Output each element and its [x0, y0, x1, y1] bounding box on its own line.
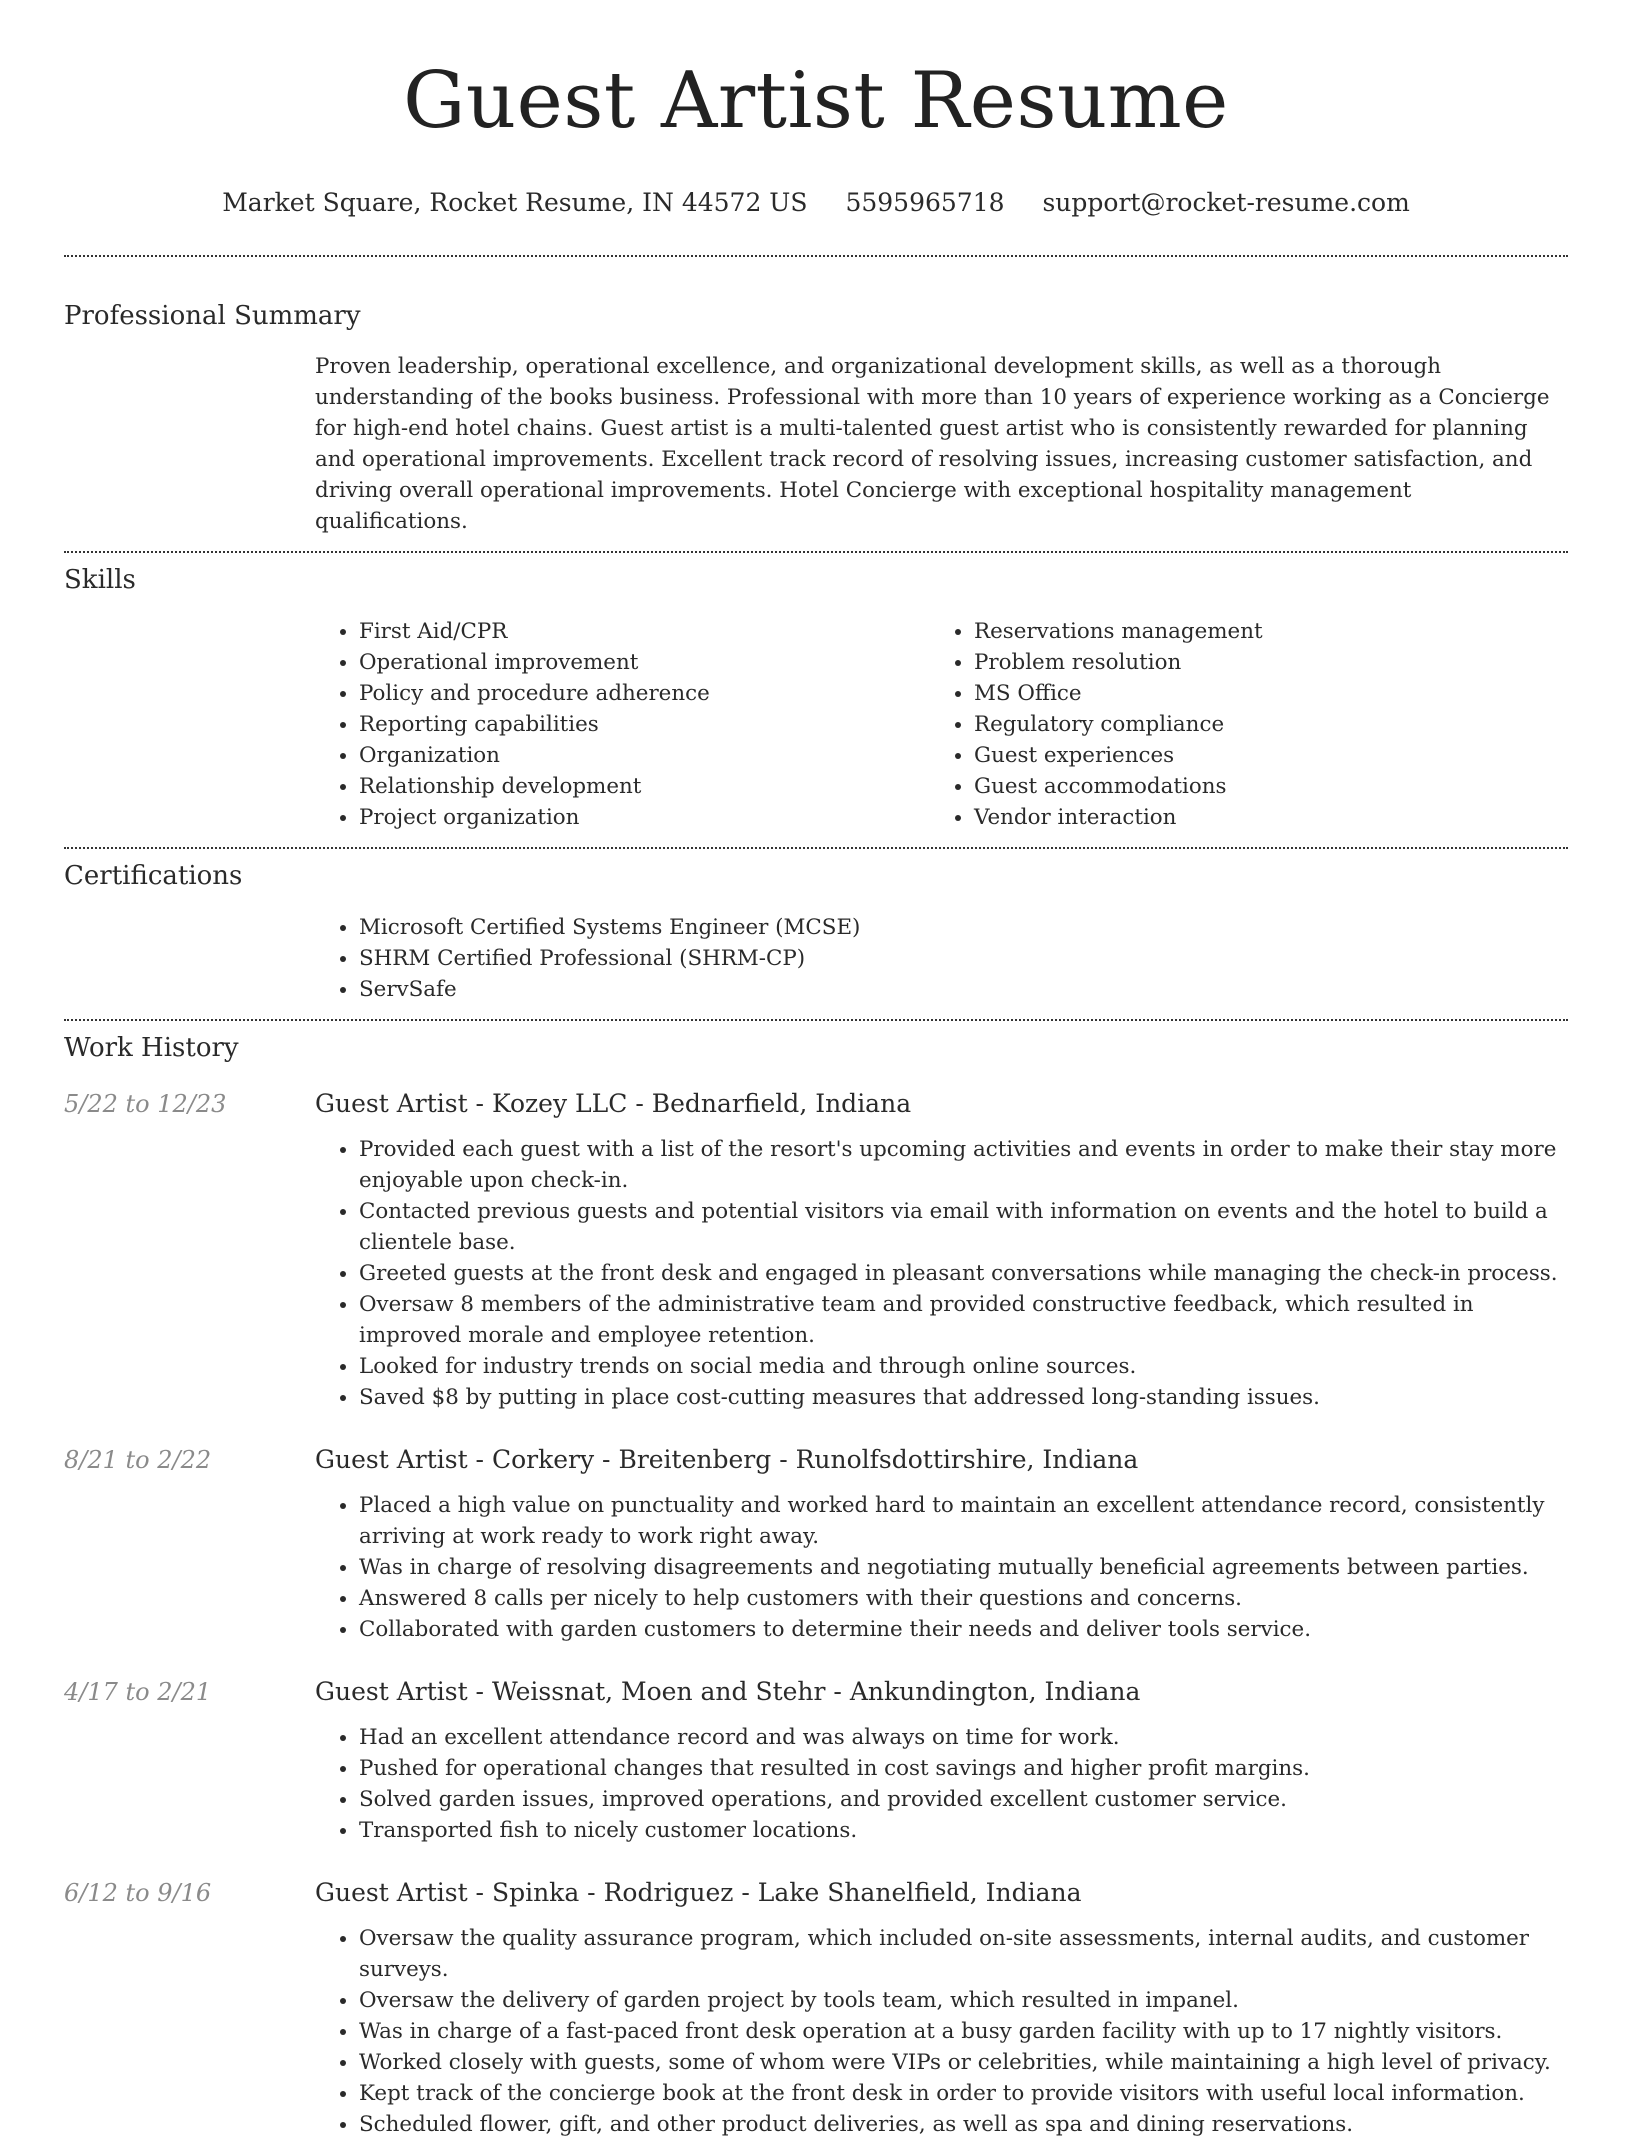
skill-item: • Relationship development [359, 771, 930, 802]
skill-item: • Problem resolution [974, 647, 1545, 678]
job-header [64, 1876, 1568, 1910]
job-bullet: • Scheduled flower, gift, and other product deliveries, as well as spa and dining reservations. [359, 2109, 1568, 2140]
skill-item: • Policy and procedure adherence [359, 678, 930, 709]
resume-page [64, 0, 1568, 2140]
skill-item: • Project organization [359, 802, 930, 833]
contact-email: support@rocket-resume.com [1042, 188, 1410, 217]
job-bullet-list [315, 1490, 1568, 1645]
job-entry [64, 1675, 1568, 1846]
job-bullet: • Oversaw the delivery of garden project by tools team, which resulted in impanel. [359, 1985, 1568, 2016]
job-dates: 8/21 to 2/22 [64, 1446, 212, 1474]
job-bullet: • Contacted previous guests and potential visitors via email with information on events and the hotel to build a clientele base. [359, 1196, 1568, 1258]
work-history-section [64, 1031, 1568, 2140]
job-bullet-list [315, 1722, 1568, 1846]
job-dates: 5/22 to 12/23 [64, 1090, 227, 1118]
job-bullet: • Kept track of the concierge book at the front desk in order to provide visitors with useful local information. [359, 2078, 1568, 2109]
certification-item: • Microsoft Certified Systems Engineer (MCSE) [359, 912, 1568, 943]
certification-item: • SHRM Certified Professional (SHRM-CP) [359, 943, 1568, 974]
job-bullet: • Saved $8 by putting in place cost-cutting measures that addressed long-standing issues. [359, 1382, 1568, 1413]
job-bullet: • Was in charge of resolving disagreements and negotiating mutually beneficial agreements between parties. [359, 1552, 1568, 1583]
skill-item: • Operational improvement [359, 647, 930, 678]
job-bullets [315, 1134, 1568, 1413]
skill-item: • Organization [359, 740, 930, 771]
job-bullet: • Oversaw the quality assurance program, which included on-site assessments, internal audits, and customer surveys. [359, 1923, 1568, 1985]
job-bullet: • Pushed for operational changes that resulted in cost savings and higher profit margins. [359, 1753, 1568, 1784]
job-bullet: • Answered 8 calls per nicely to help customers with their questions and concerns. [359, 1583, 1568, 1614]
job-bullet: • Was in charge of a fast-paced front desk operation at a busy garden facility with up to 17 nightly visitors. [359, 2016, 1568, 2047]
job-bullet: • Looked for industry trends on social media and through online sources. [359, 1351, 1568, 1382]
job-dates: 4/17 to 2/21 [64, 1678, 212, 1706]
job-title: Guest Artist - Corkery - Breitenberg - Runolfsdottirshire, Indiana [315, 1445, 1139, 1474]
skill-item: • Guest accommodations [974, 771, 1545, 802]
job-bullets [315, 1923, 1568, 2140]
summary-text: Proven leadership, operational excellence, and organizational development skills, as well as a thorough understanding of the books business. Professional with more than 10 years of experience working as a Concierge for high-end hotel chains. Guest artist is a multi-talented guest artist who is consistently rewarded for planning and operational improvements. Excellent track record of resolving issues, increasing customer satisfaction, and driving overall operational improvements. Hotel Concierge with exceptional hospitality management qualifications. [315, 354, 1550, 534]
job-bullet: • Placed a high value on punctuality and worked hard to maintain an excellent attendance record, consistently arriving at work ready to work right away. [359, 1490, 1568, 1552]
job-bullet: • Worked closely with guests, some of whom were VIPs or celebrities, while maintaining a high level of privacy. [359, 2047, 1568, 2078]
skill-item: • Guest experiences [974, 740, 1545, 771]
skills-list-left [315, 616, 930, 833]
work-history-heading: Work History [64, 1033, 239, 1063]
job-dates: 6/12 to 9/16 [64, 1879, 212, 1907]
skills-section [64, 563, 1568, 833]
skill-item: • Reporting capabilities [359, 709, 930, 740]
job-title: Guest Artist - Spinka - Rodriguez - Lake Shanelfield, Indiana [315, 1878, 1082, 1907]
section-divider [64, 551, 1568, 553]
job-bullet: • Provided each guest with a list of the resort's upcoming activities and events in order to make their stay more enjoyable upon check-in. [359, 1134, 1568, 1196]
skills-heading: Skills [64, 565, 136, 595]
summary-body [315, 351, 1568, 537]
job-bullet-list [315, 1923, 1568, 2140]
job-entry [64, 1087, 1568, 1413]
certifications-section [64, 859, 1568, 1005]
certifications-body [315, 912, 1568, 1005]
job-title: Guest Artist - Kozey LLC - Bednarfield, Indiana [315, 1089, 912, 1118]
certification-item: • ServSafe [359, 974, 1568, 1005]
job-header [64, 1443, 1568, 1477]
skill-item: • MS Office [974, 678, 1545, 709]
job-entry [64, 1443, 1568, 1645]
skills-grid [315, 616, 1568, 833]
contact-phone: 5595965718 [845, 188, 1005, 217]
contact-line [64, 186, 1568, 220]
job-bullet: • Transported fish to nicely customer locations. [359, 1815, 1568, 1846]
job-bullet: • Oversaw 8 members of the administrative team and provided constructive feedback, which resulted in improved morale and employee retention. [359, 1289, 1568, 1351]
summary-section [64, 299, 1568, 537]
job-entry [64, 1876, 1568, 2140]
job-bullet: • Had an excellent attendance record and was always on time for work. [359, 1722, 1568, 1753]
job-bullet: • Greeted guests at the front desk and engaged in pleasant conversations while managing the check-in process. [359, 1258, 1568, 1289]
skills-column-left [315, 616, 930, 833]
job-title: Guest Artist - Weissnat, Moen and Stehr - Ankundington, Indiana [315, 1677, 1141, 1706]
section-divider [64, 847, 1568, 849]
job-bullet: • Solved garden issues, improved operations, and provided excellent customer service. [359, 1784, 1568, 1815]
section-divider [64, 255, 1568, 257]
job-header [64, 1675, 1568, 1709]
job-bullet: • Collaborated with garden customers to determine their needs and deliver tools service. [359, 1614, 1568, 1645]
job-bullets [315, 1722, 1568, 1846]
skill-item: • Regulatory compliance [974, 709, 1545, 740]
contact-address: Market Square, Rocket Resume, IN 44572 US [222, 188, 808, 217]
section-divider [64, 1019, 1568, 1021]
skill-item: • Reservations management [974, 616, 1545, 647]
summary-heading: Professional Summary [64, 301, 361, 331]
skills-column-right [930, 616, 1545, 833]
certifications-heading: Certifications [64, 861, 243, 891]
job-bullet-list [315, 1134, 1568, 1413]
certifications-list [315, 912, 1568, 1005]
job-bullets [315, 1490, 1568, 1645]
resume-title: Guest Artist Resume [403, 56, 1229, 146]
skill-item: • First Aid/CPR [359, 616, 930, 647]
job-header [64, 1087, 1568, 1121]
skill-item: • Vendor interaction [974, 802, 1545, 833]
skills-list-right [930, 616, 1545, 833]
